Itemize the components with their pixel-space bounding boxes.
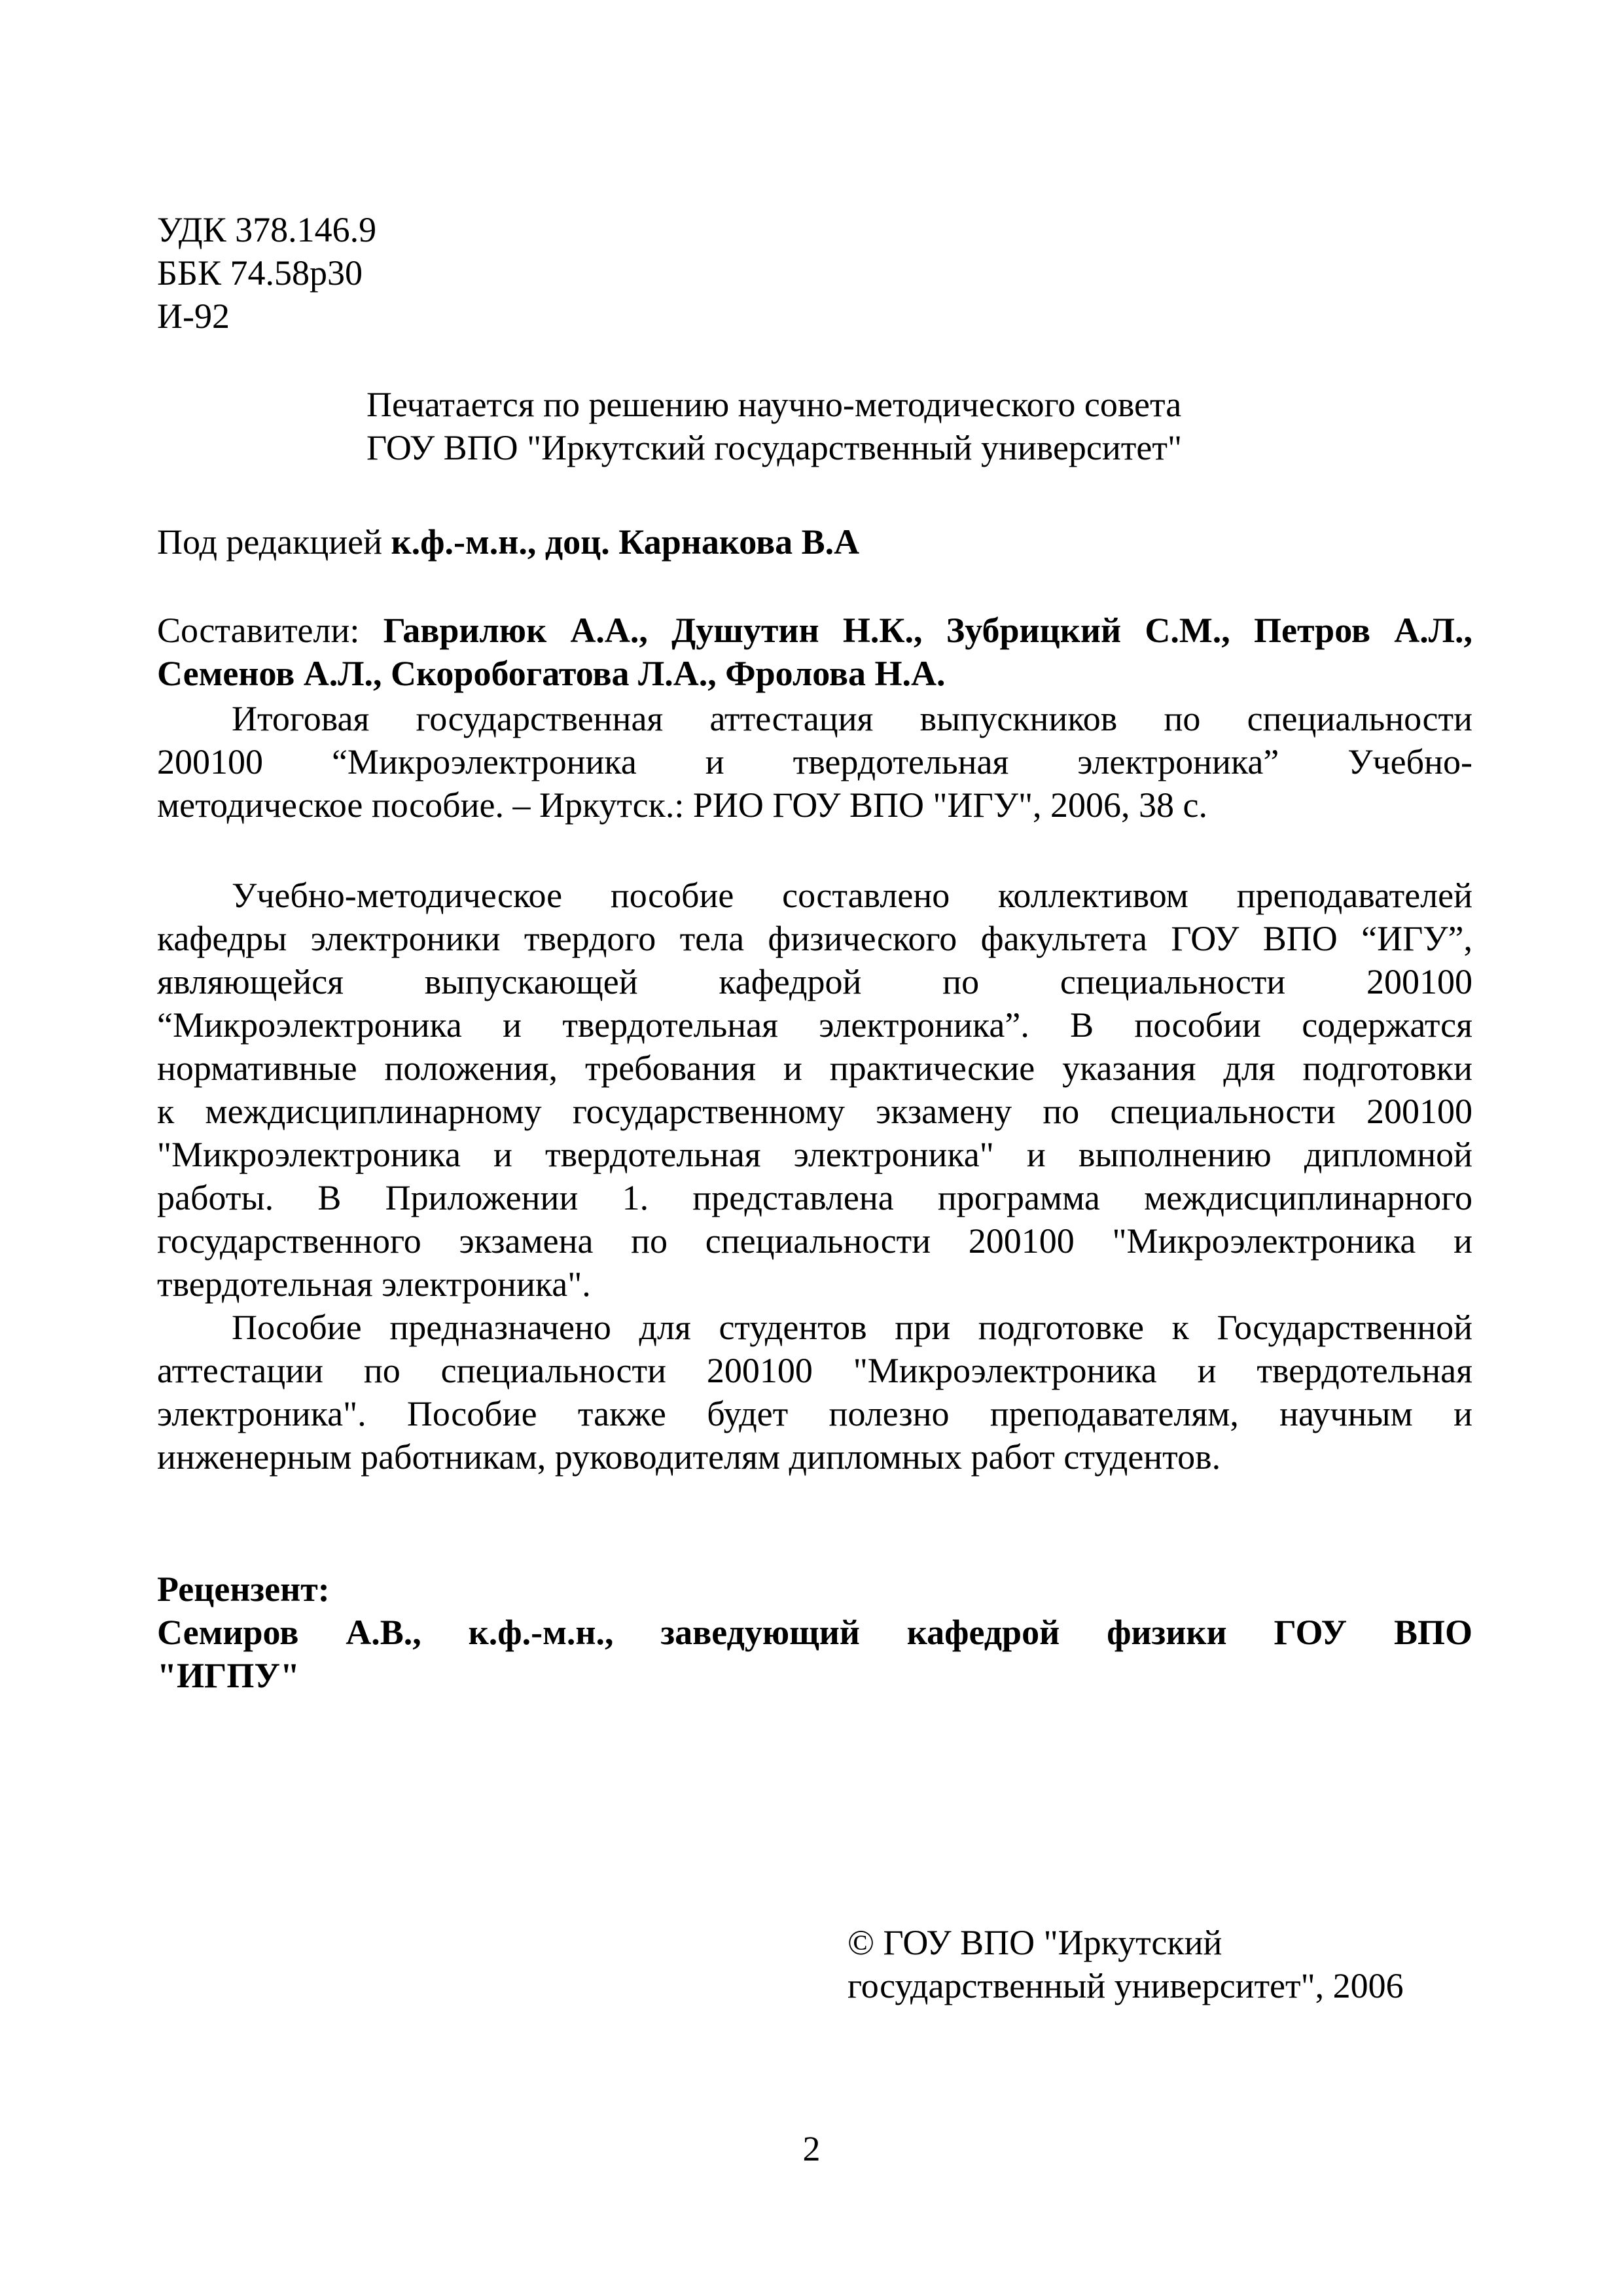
compilers (157, 609, 1472, 695)
paragraph-line: твердотельная электроника". (157, 1265, 591, 1304)
paragraph-line: государственного экзамена по специальности 200100 "Микроэлектроника и (157, 1221, 1472, 1261)
annotation-line-1: Итоговая государственная аттестация выпускников по специальности (232, 699, 1472, 738)
udc-code: УДК 378.146.9 (157, 210, 377, 249)
author-mark: И-92 (157, 296, 230, 336)
paragraph-line: к междисциплинарному государственному экзамену по специальности 200100 (157, 1092, 1472, 1131)
compilers-line-1: Гаврилюк А.А., Душутин Н.К., Зубрицкий С.М., Петров А.Л., (383, 611, 1472, 650)
page-number: 2 (802, 2129, 821, 2168)
reviewer-line-1: Семиров А.В., к.ф.-м.н., заведующий кафедрой физики ГОУ ВПО (157, 1613, 1472, 1652)
paragraph-line: “Микроэлектроника и твердотельная электроника”. В пособии содержатся (157, 1005, 1472, 1045)
paragraph-line: являющейся выпускающей кафедрой по специальности 200100 (157, 962, 1472, 1001)
paragraph-line: "Микроэлектроника и твердотельная электроника" и выполнению дипломной (157, 1135, 1472, 1174)
editor-name: к.ф.-м.н., доц. Карнакова В.А (391, 522, 860, 562)
publication-approval (366, 383, 1479, 469)
paragraph-line: кафедры электроники твердого тела физического факультета ГОУ ВПО “ИГУ”, (157, 919, 1472, 958)
paragraph-line: инженерным работникам, руководителям дипломных работ студентов. (157, 1437, 1221, 1477)
description (157, 874, 1472, 1479)
compilers-line-2: Семенов А.Л., Скоробогатова Л.А., Фролова Н.А. (157, 654, 946, 693)
paragraph-line: электроника". Пособие также будет полезно преподавателям, научным и (157, 1394, 1472, 1433)
reviewer-line-2: "ИГПУ" (157, 1656, 300, 1695)
reviewer-heading: Рецензент: (157, 1570, 330, 1609)
annotation-line-3: методическое пособие. – Иркутск.: РИО ГОУ ВПО "ИГУ", 2006, 38 с. (157, 785, 1207, 825)
paragraph-line: Пособие предназначено для студентов при подготовке к Государственной (232, 1308, 1472, 1347)
classification-codes (157, 208, 1472, 338)
approval-line-2: ГОУ ВПО "Иркутский государственный университет" (366, 428, 1183, 467)
paragraph-line: нормативные положения, требования и практические указания для подготовки (157, 1049, 1472, 1088)
paragraph-line: Учебно-методическое пособие составлено коллективом преподавателей (232, 876, 1472, 915)
compilers-prefix: Составители: (157, 611, 383, 650)
editor-line (157, 520, 1472, 564)
approval-line-1: Печатается по решению научно-методического совета (366, 385, 1182, 424)
copyright-notice (847, 1921, 1502, 2007)
paragraph-line: работы. В Приложении 1. представлена программа междисциплинарного (157, 1178, 1472, 1217)
bbk-code: ББК 74.58р30 (157, 253, 363, 293)
annotation-line-2: 200100 “Микроэлектроника и твердотельная электроника” Учебно- (157, 742, 1472, 781)
copyright-line-1: © ГОУ ВПО "Иркутский (847, 1923, 1222, 1962)
copyright-line-2: государственный университет", 2006 (847, 1966, 1404, 2005)
reviewer (157, 1568, 1472, 1697)
editor-prefix: Под редакцией (157, 522, 391, 562)
paragraph-line: аттестации по специальности 200100 "Микроэлектроника и твердотельная (157, 1351, 1472, 1390)
bibliographic-annotation (157, 697, 1472, 827)
